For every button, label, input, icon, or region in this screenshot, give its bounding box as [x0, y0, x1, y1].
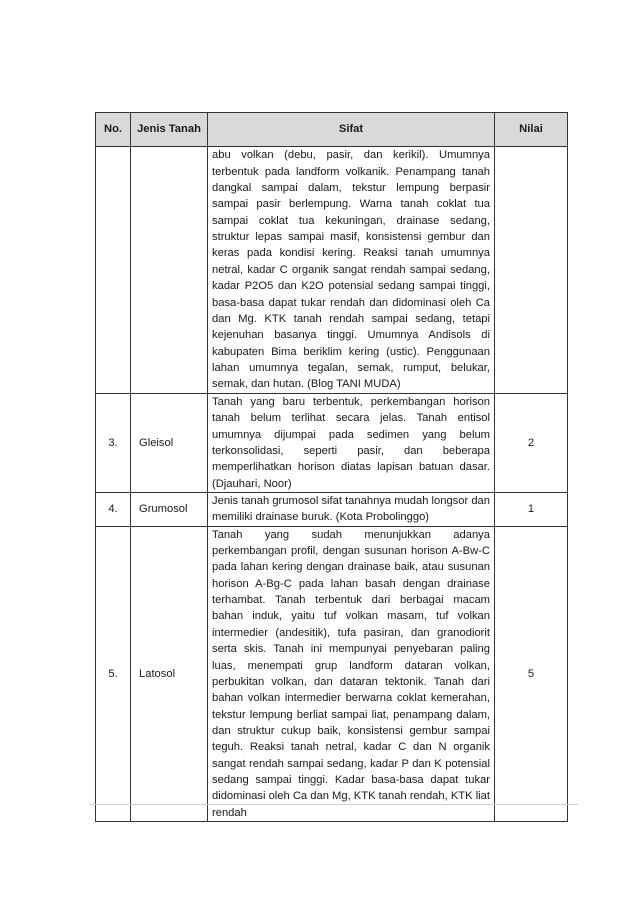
row-no	[96, 147, 131, 394]
table-header-row	[96, 113, 568, 147]
row-no: 3.	[96, 394, 131, 493]
row-jenis	[131, 147, 208, 394]
sifat-text: Tanah yang sudah menunjukkan adanya perkembangan profil, dengan susunan horison A-Bw-C pada lahan kering dengan drainase baik, atau susunan horison A-Bg-C pada lahan basah dengan drainase terhambat. Tanah terbentuk dari berbagai macam bahan induk, yaitu tuf volkan masam, tuf volkan intermedier (andesitik), tufa pasiran, dan granodiorit serta skis. Tanah ini mempunyai penyebaran paling luas, menempati grup landform dataran volkan, perbukitan volkan, dan dataran tektonik. Tanah dari bahan volkan intermedier berwarna coklat kemerahan, tekstur lempung berliat sampai liat, penampang dalam, dan struktur cukup baik, konsistensi gembur sampai teguh. Reaksi tanah netral, kadar C dan N organik sangat rendah sampai sedang, kadar P dan K potensial sedang sampai tinggi. Kadar basa-basa dapat tukar didominasi oleh Ca dan Mg, KTK tanah rendah, KTK liat rendah	[212, 528, 490, 819]
table-row	[96, 394, 568, 493]
row-nilai	[495, 147, 568, 394]
header-no: No.	[96, 113, 131, 147]
row-jenis: Gleisol	[131, 394, 208, 493]
row-sifat	[208, 493, 495, 527]
soil-properties-table	[95, 112, 568, 822]
header-nilai: Nilai	[495, 113, 568, 147]
header-sifat: Sifat	[208, 113, 495, 147]
row-jenis: Latosol	[131, 526, 208, 821]
row-nilai: 2	[495, 394, 568, 493]
table-row	[96, 147, 568, 394]
row-no: 4.	[96, 493, 131, 527]
row-nilai: 1	[495, 493, 568, 527]
row-sifat	[208, 526, 495, 821]
header-jenis-tanah: Jenis Tanah	[131, 113, 208, 147]
table-row	[96, 493, 568, 527]
sifat-text: abu volkan (debu, pasir, dan kerikil). Umumnya terbentuk pada landform volkanik. Penampang tanah dangkal sampai dalam, tekstur lempung berpasir sampai pasir berlempung. Warna tanah coklat tua sampai coklat tua kekuningan, drainase sedang, struktur lepas sampai masif, konsistensi gembur dan keras pada kondisi kering. Reaksi tanah umumnya netral, kadar C organik sangat rendah sampai sedang, kadar P2O5 dan K2O potensial sedang sampai tinggi, basa-basa dapat tukar rendah dan didominasi oleh Ca dan Mg. KTK tanah rendah sampai sedang, tetapi kejenuhan basanya tinggi. Umumnya Andisols di kabupaten Bima beriklim kering (ustic). Penggunaan lahan umumnya tegalan, semak, rumput, belukar, semak, dan hutan. (Blog TANI MUDA)	[212, 149, 490, 391]
sifat-text: Tanah yang baru terbentuk, perkembangan horison tanah belum terlihat secara jelas. Tanah entisol umumnya dijumpai pada sedimen yang belum terkonsolidasi, seperti pasir, dan beberapa memperlihatkan horison diatas lapisan batuan dasar. (Djauhari, Noor)	[212, 396, 490, 490]
row-no: 5.	[96, 526, 131, 821]
sifat-text: Jenis tanah grumosol sifat tanahnya mudah longsor dan memiliki drainase buruk. (Kota Probolinggo)	[212, 495, 490, 524]
page-divider	[90, 804, 578, 805]
row-jenis: Grumosol	[131, 493, 208, 527]
table-row	[96, 526, 568, 821]
row-nilai: 5	[495, 526, 568, 821]
row-sifat	[208, 147, 495, 394]
row-sifat	[208, 394, 495, 493]
